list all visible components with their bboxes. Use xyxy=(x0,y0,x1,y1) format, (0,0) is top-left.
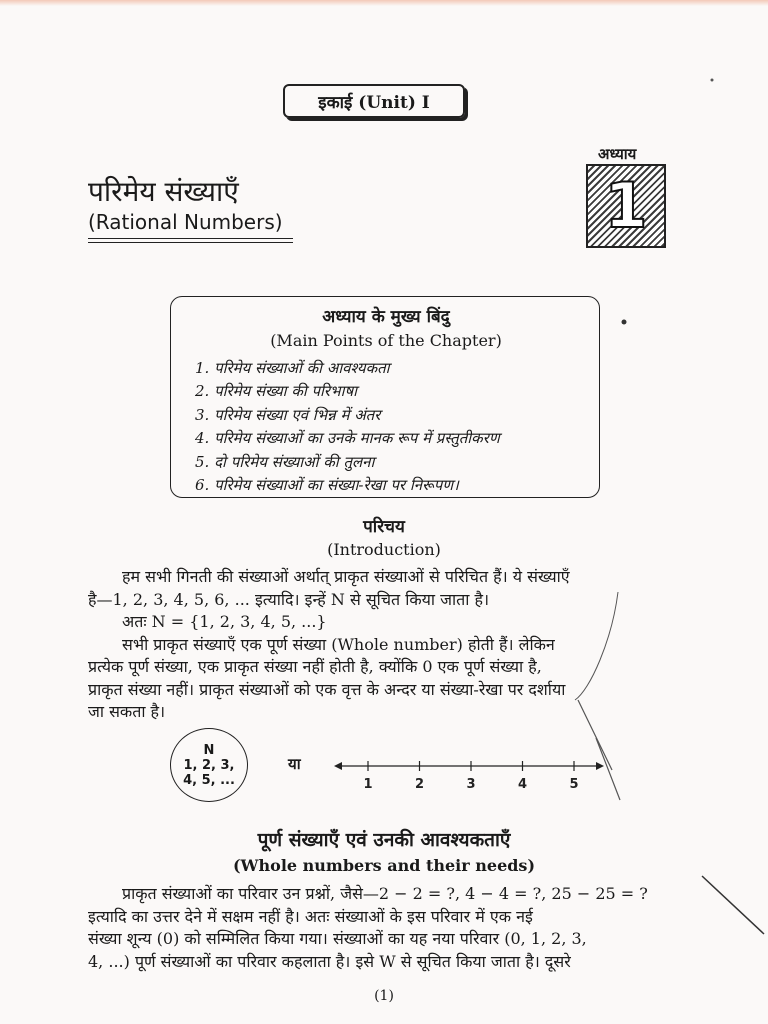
whole-numbers-line: प्राकृत संख्याओं का परिवार उन प्रश्नों, जैसे—2 − 2 = ?, 4 − 4 = ?, 25 − 25 = ? xyxy=(122,884,648,903)
chapter-number-box xyxy=(586,164,666,248)
main-points-title-english: (Main Points of the Chapter) xyxy=(270,331,502,350)
chapter-number: 1 xyxy=(604,169,648,242)
or-label: या xyxy=(288,755,301,773)
main-point-item: 1. परिमेय संख्याओं की आवश्यकता xyxy=(195,359,390,377)
number-line-tick-label: 1 xyxy=(363,777,373,792)
introduction-line: हम सभी गिनती की संख्याओं अर्थात् प्राकृत संख्याओं से परिचित हैं। ये संख्याएँ xyxy=(122,567,570,586)
circle-line: 4, 5, ... xyxy=(183,772,235,788)
main-point-item: 5. दो परिमेय संख्याओं की तुलना xyxy=(195,452,375,471)
number-line-tick-labels xyxy=(363,777,578,792)
introduction-line: प्राकृत संख्या नहीं। प्राकृत संख्याओं को एक वृत्त के अन्दर या संख्या-रेखा पर दर्शाया xyxy=(88,679,566,699)
circle-set-label: N xyxy=(203,742,215,758)
natural-numbers-circle xyxy=(170,728,248,802)
number-line-tick-label: 2 xyxy=(414,777,425,792)
chapter-label: अध्याय xyxy=(598,145,637,163)
main-points-title-hindi: अध्याय के मुख्य बिंदु xyxy=(322,307,450,327)
introduction-paragraph xyxy=(88,566,668,724)
main-point-item: 2. परिमेय संख्या की परिभाषा xyxy=(195,382,358,401)
number-line xyxy=(330,748,610,792)
whole-numbers-title-english: (Whole numbers and their needs) xyxy=(232,856,536,875)
page-top-edge xyxy=(0,0,768,6)
unit-label: इकाई (Unit) I xyxy=(318,92,430,113)
main-point-item: 4. परिमेय संख्याओं का उनके मानक रूप में प्रस्तुतीकरण xyxy=(195,429,500,448)
circle-line: 1, 2, 3, xyxy=(183,757,235,773)
page-number: (1) xyxy=(374,988,394,1004)
introduction-line: प्रत्येक पूर्ण संख्या, एक प्राकृत संख्या नहीं होती है, क्योंकि 0 एक पूर्ण संख्या है, xyxy=(88,657,542,676)
introduction-line: सभी प्राकृत संख्याएँ एक पूर्ण संख्या (Whole number) होती हैं। लेकिन xyxy=(122,634,555,654)
whole-numbers-title-hindi: पूर्ण संख्याएँ एवं उनकी आवश्यकताएँ xyxy=(257,829,511,851)
whole-numbers-line: इत्यादि का उत्तर देने में सक्षम नहीं है। अतः संख्याओं के इस परिवार में एक नई xyxy=(88,906,533,926)
pen-mark xyxy=(702,876,764,934)
main-point-item: 3. परिमेय संख्या एवं भिन्न में अंतर xyxy=(195,405,381,424)
introduction-line: अतः N = {1, 2, 3, 4, 5, ...} xyxy=(122,612,327,631)
whole-numbers-paragraph xyxy=(88,883,668,973)
introduction-title-hindi: परिचय xyxy=(363,517,405,537)
whole-numbers-line: संख्या शून्य (0) को सम्मिलित किया गया। संख्याओं का यह नया परिवार (0, 1, 2, 3, xyxy=(88,929,587,948)
ink-dot xyxy=(622,320,627,325)
main-points-list xyxy=(195,357,500,497)
number-line-tick-label: 3 xyxy=(466,777,476,792)
main-point-item: 6. परिमेय संख्याओं का संख्या-रेखा पर निरूपण। xyxy=(195,475,459,494)
introduction-title-english: (Introduction) xyxy=(327,540,441,559)
title-underline-2 xyxy=(88,242,293,243)
whole-numbers-line: 4, ...) पूर्ण संख्याओं का परिवार कहलाता है। इसे W से सूचित किया जाता है। दूसरे xyxy=(88,951,571,971)
chapter-title-hindi: परिमेय संख्याएँ xyxy=(88,175,239,208)
ink-dot xyxy=(711,79,714,82)
number-line-tick-label: 4 xyxy=(517,777,528,792)
left-arrow-icon xyxy=(334,762,342,770)
chapter-title-english: (Rational Numbers) xyxy=(88,210,283,234)
number-line-tick-label: 5 xyxy=(569,777,579,792)
right-arrow-icon xyxy=(596,762,604,770)
unit-heading-box xyxy=(283,84,465,118)
title-underline-1 xyxy=(88,238,293,239)
introduction-line: है—1, 2, 3, 4, 5, 6, ... इत्यादि। इन्हें N से सूचित किया जाता है। xyxy=(88,589,490,609)
introduction-line: जा सकता है। xyxy=(88,702,166,721)
